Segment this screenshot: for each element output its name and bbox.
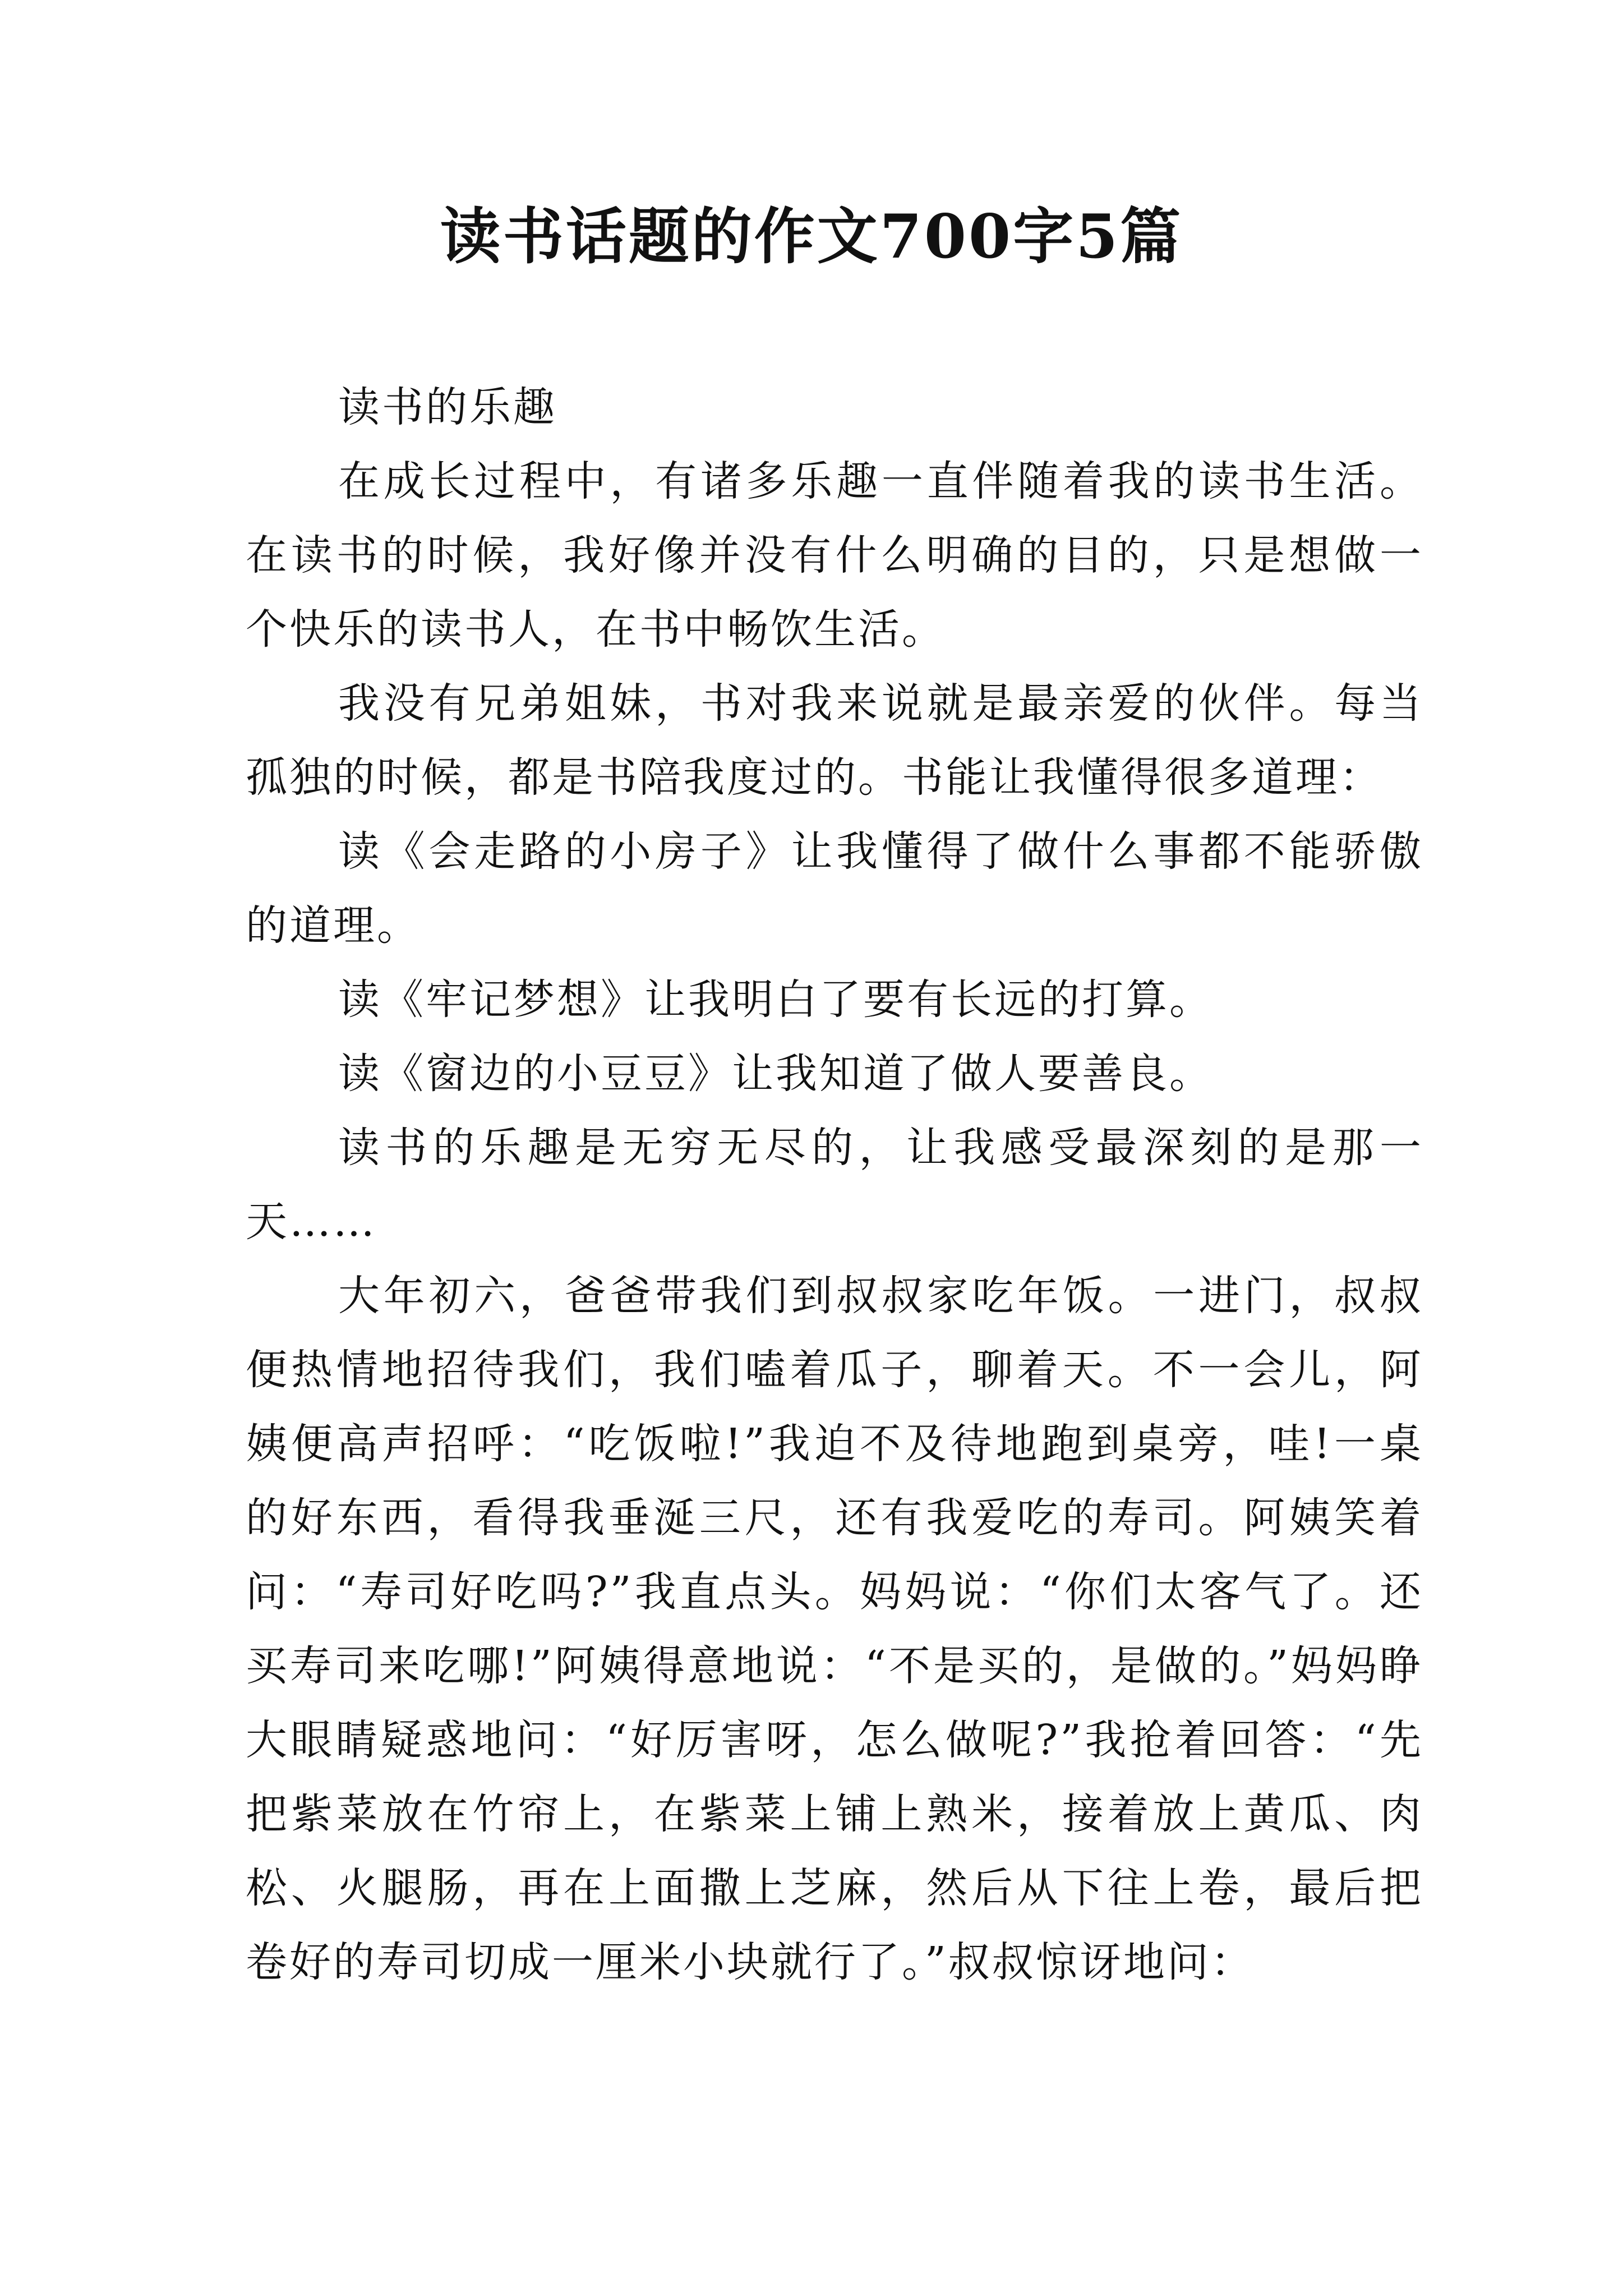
paragraph-7: 大年初六，爸爸带我们到叔叔家吃年饭。一进门，叔叔便热情地招待我们，我们嗑着瓜子，聊着天。不一会儿，阿姨便高声招呼：“吃饭啦!”我迫不及待地跑到桌旁，哇!一桌的好东西，看得我垂涎三尺，还有我爱吃的寿司。阿姨笑着问：“寿司好吃吗?”我直点头。妈妈说：“你们太客气了。还买寿司来吃哪!”阿姨得意地说：“不是买的，是做的。”妈妈睁大眼睛疑惑地问：“好厉害呀，怎么做呢?”我抢着回答：“先把紫菜放在竹帘上，在紫菜上铺上熟米，接着放上黄瓜、肉松、火腿肠，再在上面撒上芝麻，然后从下往上卷，最后把卷好的寿司切成一厘米小块就行了。”叔叔惊讶地问： [246, 1272, 1423, 1986]
document-title: 读书话题的作文700字5篇 [440, 201, 1183, 272]
paragraph-3: 读《会走路的小房子》让我懂得了做什么事都不能骄傲的道理。 [246, 827, 1423, 950]
section-heading: 读书的乐趣 [338, 383, 557, 431]
paragraph-5: 读《窗边的小豆豆》让我知道了做人要善良。 [338, 1050, 1213, 1098]
paragraph-2: 我没有兄弟姐妹，书对我来说就是最亲爱的伙伴。每当孤独的时候，都是书陪我度过的。书能让我懂得很多道理： [246, 679, 1423, 802]
paragraph-6: 读书的乐趣是无穷无尽的，让我感受最深刻的是那一天…… [246, 1124, 1423, 1246]
paragraph-1: 在成长过程中，有诸多乐趣一直伴随着我的读书生活。在读书的时候，我好像并没有什么明确的目的，只是想做一个快乐的读书人，在书中畅饮生活。 [246, 457, 1423, 654]
document-body [246, 370, 1423, 1999]
paragraph-4: 读《牢记梦想》让我明白了要有长远的打算。 [338, 976, 1213, 1024]
